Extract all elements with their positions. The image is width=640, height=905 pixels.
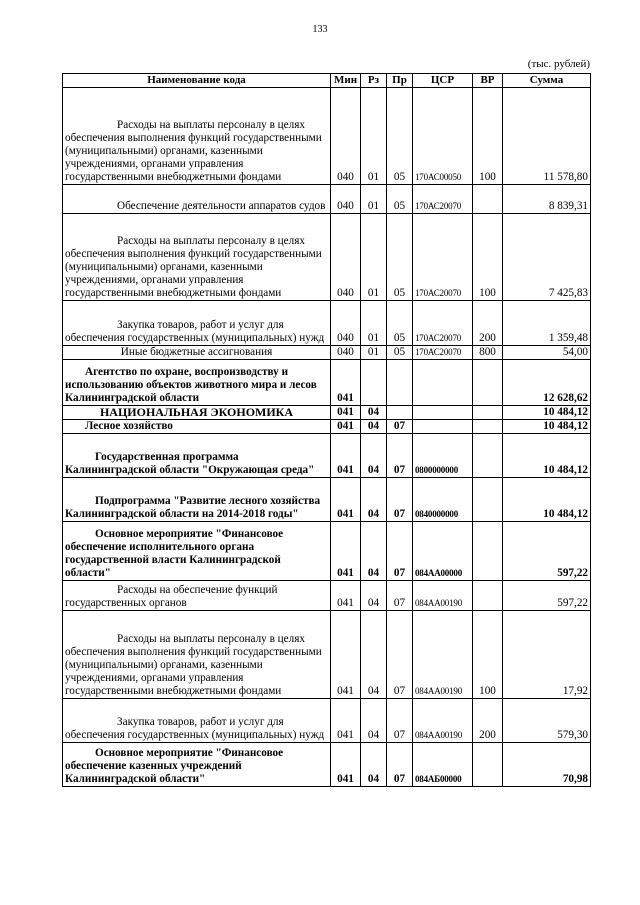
row-name: Закупка товаров, работ и услуг для обеспечения государственных (муниципальных) нужд — [65, 319, 325, 344]
row-name: Расходы на выплаты персоналу в целях обеспечения выполнения функций государственными (муниципальными) органами, казенными учреждениями, органами управления государственными внебюджетными фондами — [65, 633, 322, 697]
header-sum: Сумма — [503, 74, 591, 88]
row-min: 041 — [331, 611, 361, 699]
row-csr: 084АБ00000 — [413, 743, 473, 787]
row-rz: 01 — [361, 88, 387, 185]
row-rz: 04 — [361, 434, 387, 478]
row-vr: 800 — [473, 346, 503, 360]
row-name: Расходы на обеспечение функций государственных органов — [65, 584, 278, 609]
row-vr: 200 — [473, 301, 503, 346]
table-row — [63, 699, 591, 743]
row-csr: 084АА00190 — [413, 699, 473, 743]
row-pr: 07 — [387, 611, 413, 699]
row-csr: 084АА00190 — [413, 581, 473, 611]
row-vr — [473, 522, 503, 581]
row-pr: 05 — [387, 185, 413, 214]
row-vr: 200 — [473, 699, 503, 743]
row-pr: 05 — [387, 88, 413, 185]
row-csr: 0800000000 — [413, 434, 473, 478]
row-csr: 170АС20070 — [413, 214, 473, 301]
row-pr: 07 — [387, 743, 413, 787]
row-pr — [387, 360, 413, 406]
row-sum: 597,22 — [503, 522, 591, 581]
row-min: 041 — [331, 699, 361, 743]
row-min: 040 — [331, 301, 361, 346]
row-vr — [473, 743, 503, 787]
row-pr: 05 — [387, 214, 413, 301]
row-pr: 07 — [387, 478, 413, 522]
header-pr: Пр — [387, 74, 413, 88]
budget-table — [62, 73, 591, 787]
row-csr: 0840000000 — [413, 478, 473, 522]
row-vr — [473, 420, 503, 434]
units-label: (тыс. рублей) — [527, 58, 590, 70]
table-header-row — [63, 74, 591, 88]
row-pr: 07 — [387, 699, 413, 743]
row-rz: 04 — [361, 699, 387, 743]
row-rz: 01 — [361, 214, 387, 301]
row-sum: 10 484,12 — [503, 420, 591, 434]
row-rz: 01 — [361, 301, 387, 346]
row-min: 040 — [331, 214, 361, 301]
row-min: 041 — [331, 406, 361, 420]
row-min: 040 — [331, 346, 361, 360]
row-vr — [473, 434, 503, 478]
row-name: Лесное хозяйство — [85, 420, 173, 432]
header-name: Наименование кода — [63, 74, 331, 88]
row-vr — [473, 185, 503, 214]
row-vr — [473, 478, 503, 522]
row-rz: 01 — [361, 185, 387, 214]
row-rz — [361, 360, 387, 406]
row-name: Основное мероприятие "Финансовое обеспечение исполнительного органа государственной власти Калининградской области" — [65, 528, 284, 579]
row-csr — [413, 420, 473, 434]
row-sum: 17,92 — [503, 611, 591, 699]
row-csr: 170АС20070 — [413, 346, 473, 360]
row-sum: 597,22 — [503, 581, 591, 611]
row-csr: 170АС00050 — [413, 88, 473, 185]
row-name: Закупка товаров, работ и услуг для обеспечения государственных (муниципальных) нужд — [65, 716, 325, 741]
row-pr: 07 — [387, 434, 413, 478]
row-pr: 07 — [387, 420, 413, 434]
table-row — [63, 214, 591, 301]
row-min: 040 — [331, 88, 361, 185]
header-csr: ЦСР — [413, 74, 473, 88]
row-csr: 170АС20070 — [413, 301, 473, 346]
table-row — [63, 360, 591, 406]
row-vr — [473, 360, 503, 406]
row-csr — [413, 406, 473, 420]
row-sum: 10 484,12 — [503, 434, 591, 478]
row-vr: 100 — [473, 88, 503, 185]
row-min: 041 — [331, 581, 361, 611]
table-row — [63, 420, 591, 434]
row-name: Основное мероприятие "Финансовое обеспечение казенных учреждений Калининградской области" — [65, 747, 284, 785]
table-row — [63, 743, 591, 787]
row-min: 041 — [331, 478, 361, 522]
row-name: Расходы на выплаты персоналу в целях обеспечения выполнения функций государственными (муниципальными) органами, казенными учреждениями, органами управления государственными внебюджетными фондами — [65, 235, 322, 299]
header-rz: Рз — [361, 74, 387, 88]
row-sum: 11 578,80 — [503, 88, 591, 185]
row-name: Расходы на выплаты персоналу в целях обеспечения выполнения функций государственными (муниципальными) органами, казенными учреждениями, органами управления государственными внебюджетными фондами — [65, 119, 322, 183]
row-vr: 100 — [473, 611, 503, 699]
row-sum: 10 484,12 — [503, 478, 591, 522]
row-sum: 10 484,12 — [503, 406, 591, 420]
table-row — [63, 434, 591, 478]
row-name: НАЦИОНАЛЬНАЯ ЭКОНОМИКА — [99, 405, 294, 419]
row-pr: 05 — [387, 346, 413, 360]
table-row — [63, 581, 591, 611]
row-vr — [473, 406, 503, 420]
row-pr: 07 — [387, 522, 413, 581]
row-rz: 04 — [361, 743, 387, 787]
row-rz: 04 — [361, 581, 387, 611]
row-min: 040 — [331, 185, 361, 214]
row-csr — [413, 360, 473, 406]
row-pr: 07 — [387, 581, 413, 611]
table-row — [63, 406, 591, 420]
row-pr: 05 — [387, 301, 413, 346]
table-row — [63, 346, 591, 360]
row-rz: 04 — [361, 611, 387, 699]
row-name: Агентство по охране, воспроизводству и использованию объектов животного мира и лесов Калининградской области — [65, 366, 317, 404]
row-pr — [387, 406, 413, 420]
row-sum: 8 839,31 — [503, 185, 591, 214]
header-vr: ВР — [473, 74, 503, 88]
page-number: 133 — [312, 24, 328, 35]
row-rz: 04 — [361, 406, 387, 420]
row-min: 041 — [331, 434, 361, 478]
row-sum: 70,98 — [503, 743, 591, 787]
table-row — [63, 185, 591, 214]
row-name: Обеспечение деятельности аппаратов судов — [117, 200, 326, 212]
row-sum: 1 359,48 — [503, 301, 591, 346]
row-sum: 12 628,62 — [503, 360, 591, 406]
table-row — [63, 611, 591, 699]
row-vr: 100 — [473, 214, 503, 301]
table-row — [63, 478, 591, 522]
row-name: Государственная программа Калининградской области "Окружающая среда" — [65, 451, 315, 476]
table-row — [63, 88, 591, 185]
row-csr: 170АС20070 — [413, 185, 473, 214]
row-rz: 01 — [361, 346, 387, 360]
row-sum: 54,00 — [503, 346, 591, 360]
table-row — [63, 301, 591, 346]
row-min: 041 — [331, 743, 361, 787]
row-min: 041 — [331, 420, 361, 434]
row-rz: 04 — [361, 478, 387, 522]
table-row — [63, 522, 591, 581]
row-name: Подпрограмма "Развитие лесного хозяйства Калининградской области на 2014-2018 годы" — [65, 495, 321, 520]
row-rz: 04 — [361, 522, 387, 581]
row-csr: 084АА00190 — [413, 611, 473, 699]
row-min: 041 — [331, 522, 361, 581]
row-rz: 04 — [361, 420, 387, 434]
row-csr: 084АА00000 — [413, 522, 473, 581]
row-vr — [473, 581, 503, 611]
row-sum: 7 425,83 — [503, 214, 591, 301]
header-min: Мин — [331, 74, 361, 88]
row-name: Иные бюджетные ассигнования — [120, 346, 273, 358]
row-sum: 579,30 — [503, 699, 591, 743]
row-min: 041 — [331, 360, 361, 406]
